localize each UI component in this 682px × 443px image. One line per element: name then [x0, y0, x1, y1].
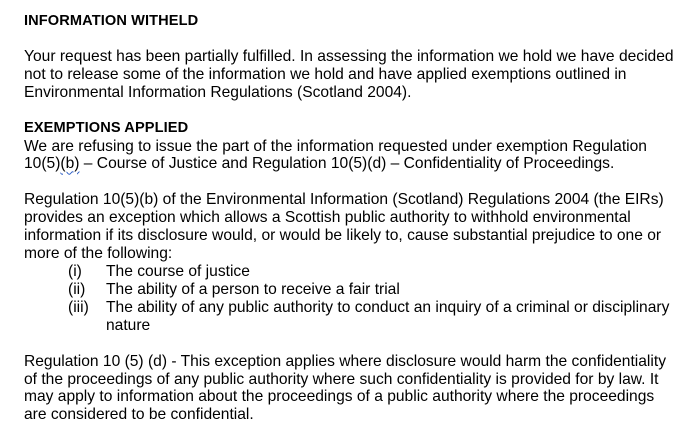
list-item [24, 281, 676, 299]
list-item-marker: (i) [68, 262, 82, 280]
paragraph-regulation-10-5-d: Regulation 10 (5) (d) - This exception applies where disclosure would harm the confidentiality of the proceedings of any public authority where such confidentiality is provided for by law. It may apply to information about the proceedings of a public authority where the proceedings are considered to be confidential. [24, 352, 666, 424]
list-item [24, 299, 676, 335]
prejudice-list [24, 263, 676, 335]
paragraph-regulation-10-5-b: Regulation 10(5)(b) of the Environmental Information (Scotland) Regulations 2004 (the EIRs) provides an exception which allows a Scottish public authority to withhold environmental information if its disclosure would, or would be likely to, cause substantial prejudice to one or more of the following: [24, 191, 664, 263]
section-heading-information-withheld: INFORMATION WITHELD [24, 13, 199, 29]
intro-text-part1: We are refusing to issue the part of the information requested under exemption Regulation 10(5) [24, 137, 647, 173]
paragraph-partial-fulfilment: Your request has been partially fulfilled. In assessing the information we hold we have decided not to release some of the information we hold and have applied exemptions outlined in Environmental Information Regulations (Scotland 2004). [24, 47, 674, 101]
list-item-marker: (iii) [68, 298, 89, 316]
list-item [24, 263, 676, 281]
paragraph-exemption-intro [24, 138, 676, 174]
list-item-text: The course of justice [106, 262, 250, 280]
spellcheck-flagged-text: (b) [60, 155, 80, 173]
list-item-text: The ability of any public authority to conduct an inquiry of a criminal or disciplinary nature [106, 298, 670, 334]
document-page [24, 13, 676, 424]
section-heading-exemptions-applied: EXEMPTIONS APPLIED [24, 119, 189, 136]
list-item-text: The ability of a person to receive a fair trial [106, 280, 400, 298]
list-item-marker: (ii) [68, 280, 86, 298]
intro-text-part2: – Course of Justice and Regulation 10(5)(d) – Confidentiality of Proceedings. [79, 155, 615, 173]
